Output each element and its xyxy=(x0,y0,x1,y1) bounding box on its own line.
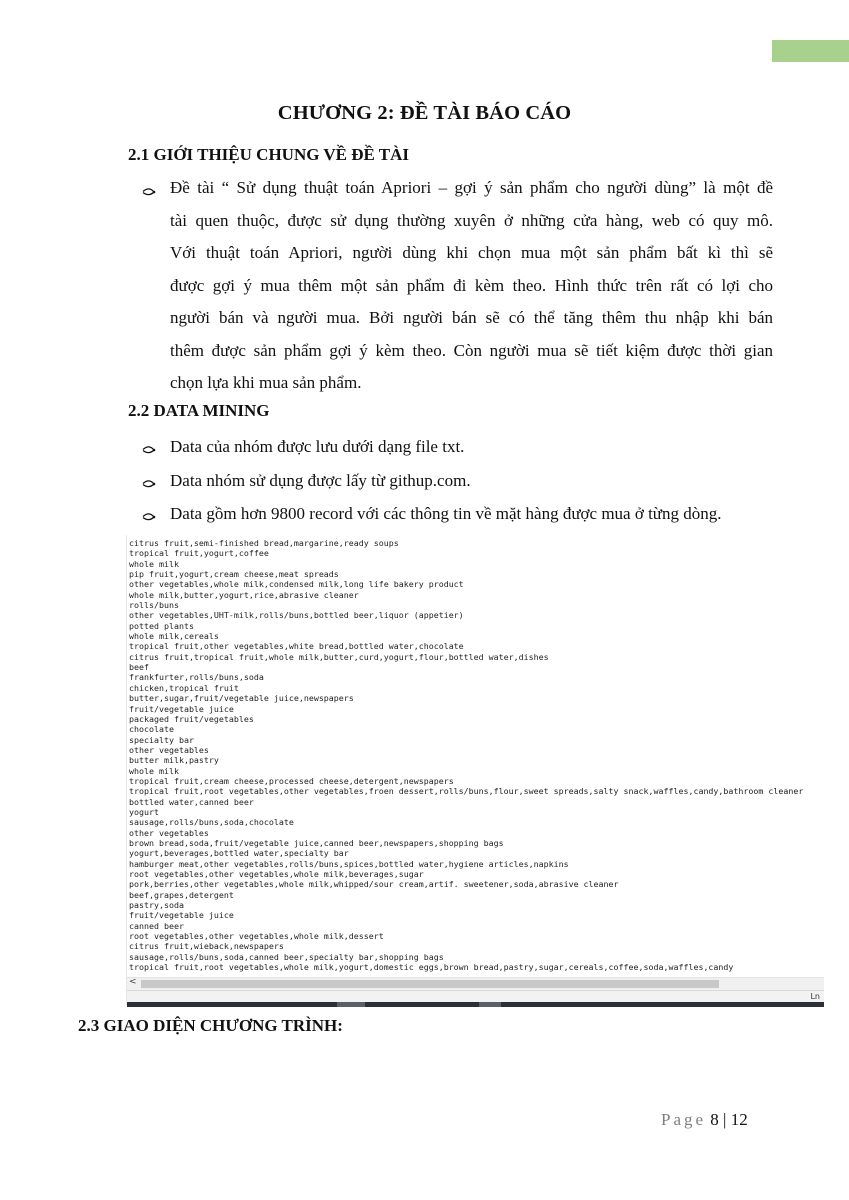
data-file-content xyxy=(129,538,822,972)
data-record-line: hamburger meat,other vegetables,rolls/buns,spices,bottled water,hygiene articles,napkins xyxy=(129,858,569,869)
data-record-line: yogurt xyxy=(129,806,159,817)
data-record-line: whole milk,cereals xyxy=(129,631,219,642)
intro-paragraph xyxy=(170,172,773,400)
taskbar-segment xyxy=(337,1002,365,1007)
data-record-line: pork,berries,other vegetables,whole milk,whipped/sour cream,artif. sweetener,soda,abrasive cleaner xyxy=(129,879,619,890)
data-record-line: other vegetables,whole milk,condensed milk,long life bakery product xyxy=(129,579,464,590)
data-record-line: yogurt,beverages,bottled water,specialty bar xyxy=(129,848,349,859)
data-record-line: fruit/vegetable juice xyxy=(129,910,234,921)
data-record-line: whole milk,butter,yogurt,rice,abrasive cleaner xyxy=(129,589,359,600)
data-record-line: beef,grapes,detergent xyxy=(129,889,234,900)
page-footer xyxy=(661,1110,748,1130)
bullet-arrow-icon xyxy=(141,443,157,457)
scrollbar-thumb[interactable] xyxy=(141,980,719,988)
data-record-line: bottled water,canned beer xyxy=(129,796,254,807)
data-record-line: tropical fruit,yogurt,coffee xyxy=(129,548,269,559)
page-label: Page xyxy=(661,1110,707,1129)
bullet-arrow-icon xyxy=(141,477,157,491)
bullet-arrow-icon xyxy=(141,510,157,524)
data-record-line: fruit/vegetable juice xyxy=(129,703,234,714)
data-record-line: sausage,rolls/buns,soda,canned beer,specialty bar,shopping bags xyxy=(129,951,444,962)
data-record-line: whole milk xyxy=(129,765,179,776)
data-record-line: citrus fruit,wieback,newspapers xyxy=(129,941,284,952)
data-record-line: frankfurter,rolls/buns,soda xyxy=(129,672,264,683)
data-record-line: other vegetables,UHT-milk,rolls/buns,bottled beer,liquor (appetier) xyxy=(129,610,464,621)
data-record-line: whole milk xyxy=(129,558,179,569)
paragraph-line: chọn lựa khi mua sản phẩm. xyxy=(170,373,362,392)
paragraph-line: Với thuật toán Apriori, người dùng khi chọn mua một sản phẩm bất kì thì sẽ xyxy=(170,243,773,262)
bullet-arrow-icon xyxy=(141,185,157,199)
data-record-line: root vegetables,other vegetables,whole milk,beverages,sugar xyxy=(129,869,424,879)
taskbar-segment xyxy=(479,1002,501,1007)
paragraph-line: được gợi ý mua thêm một sản phẩm đi kèm theo. Hình thức trên rất có lợi cho xyxy=(170,275,773,295)
data-record-line: rolls/buns xyxy=(129,600,179,611)
data-record-line: tropical fruit,root vegetables,other vegetables,froen dessert,rolls/buns,flour,sweet spreads,salty snack,waffles,candy,bathroom cleaner xyxy=(129,786,804,797)
data-record-line: citrus fruit,semi-finished bread,margarine,ready soups xyxy=(129,538,399,548)
data-record-line: sausage,rolls/buns,soda,chocolate xyxy=(129,817,294,828)
data-record-line: tropical fruit,root vegetables,whole milk,yogurt,domestic eggs,brown bread,pastry,sugar,cereals,coffee,soda,waffles,candy xyxy=(129,962,734,973)
data-record-line: butter milk,pastry xyxy=(129,755,219,766)
paragraph-line: Đề tài “ Sử dụng thuật toán Apriori – gợi ý sản phẩm cho người dùng” là một đề xyxy=(170,178,773,197)
paragraph-line: tài quen thuộc, được sử dụng thường xuyên ở những cửa hàng, web có quy mô. xyxy=(170,210,773,230)
data-record-line: root vegetables,other vegetables,whole milk,dessert xyxy=(129,931,384,942)
page-separator: | xyxy=(723,1110,727,1129)
data-record-line: chicken,tropical fruit xyxy=(129,682,239,693)
data-record-line: packaged fruit/vegetables xyxy=(129,713,254,724)
section-heading-2-2: 2.2 DATA MINING xyxy=(128,401,270,420)
taskbar-strip xyxy=(127,1002,824,1007)
paragraph-line: thêm được sản phẩm gợi ý kèm theo. Còn người mua sẽ tiết kiệm được thời gian xyxy=(170,340,773,360)
bullet-text: Data nhóm sử dụng được lấy từ githup.com. xyxy=(170,471,471,490)
paragraph-line: người bán và người mua. Bởi người bán sẽ có thể tăng thêm thu nhập khi bán xyxy=(170,308,773,327)
data-record-line: chocolate xyxy=(129,724,174,735)
section-heading-2-1: 2.1 GIỚI THIỆU CHUNG VỀ ĐỀ TÀI xyxy=(128,145,410,164)
data-record-line: tropical fruit,cream cheese,processed cheese,detergent,newspapers xyxy=(129,775,454,786)
data-record-line: other vegetables xyxy=(129,744,209,755)
data-record-line: potted plants xyxy=(129,620,194,631)
data-record-line: citrus fruit,tropical fruit,whole milk,butter,curd,yogurt,flour,bottled water,dishes xyxy=(129,651,549,662)
data-record-line: canned beer xyxy=(129,920,184,931)
data-record-line: brown bread,soda,fruit/vegetable juice,canned beer,newspapers,shopping bags xyxy=(129,837,504,848)
section-heading-2-3: 2.3 GIAO DIỆN CHƯƠNG TRÌNH: xyxy=(78,1016,343,1035)
data-file-screenshot xyxy=(126,535,824,1005)
bullet-text: Data của nhóm được lưu dưới dạng file txt. xyxy=(170,437,465,456)
status-line-indicator: Ln xyxy=(810,992,820,1001)
header-accent-bar xyxy=(772,40,849,62)
data-record-line: specialty bar xyxy=(129,734,194,745)
data-record-line: butter,sugar,fruit/vegetable juice,newspapers xyxy=(129,693,354,704)
bullet-text: Data gồm hơn 9800 record với các thông tin về mặt hàng được mua ở từng dòng. xyxy=(170,504,722,523)
total-pages: 12 xyxy=(730,1110,748,1129)
chapter-title: CHƯƠNG 2: ĐỀ TÀI BÁO CÁO xyxy=(277,102,572,124)
scroll-left-arrow-icon[interactable]: < xyxy=(129,977,137,987)
page-number: 8 xyxy=(710,1110,719,1129)
horizontal-scrollbar[interactable] xyxy=(127,977,824,990)
data-record-line: other vegetables xyxy=(129,827,209,838)
data-record-line: tropical fruit,other vegetables,white bread,bottled water,chocolate xyxy=(129,641,464,652)
data-record-line: pip fruit,yogurt,cream cheese,meat spreads xyxy=(129,569,339,580)
data-record-line: pastry,soda xyxy=(129,900,184,911)
data-record-line: beef xyxy=(129,662,149,673)
